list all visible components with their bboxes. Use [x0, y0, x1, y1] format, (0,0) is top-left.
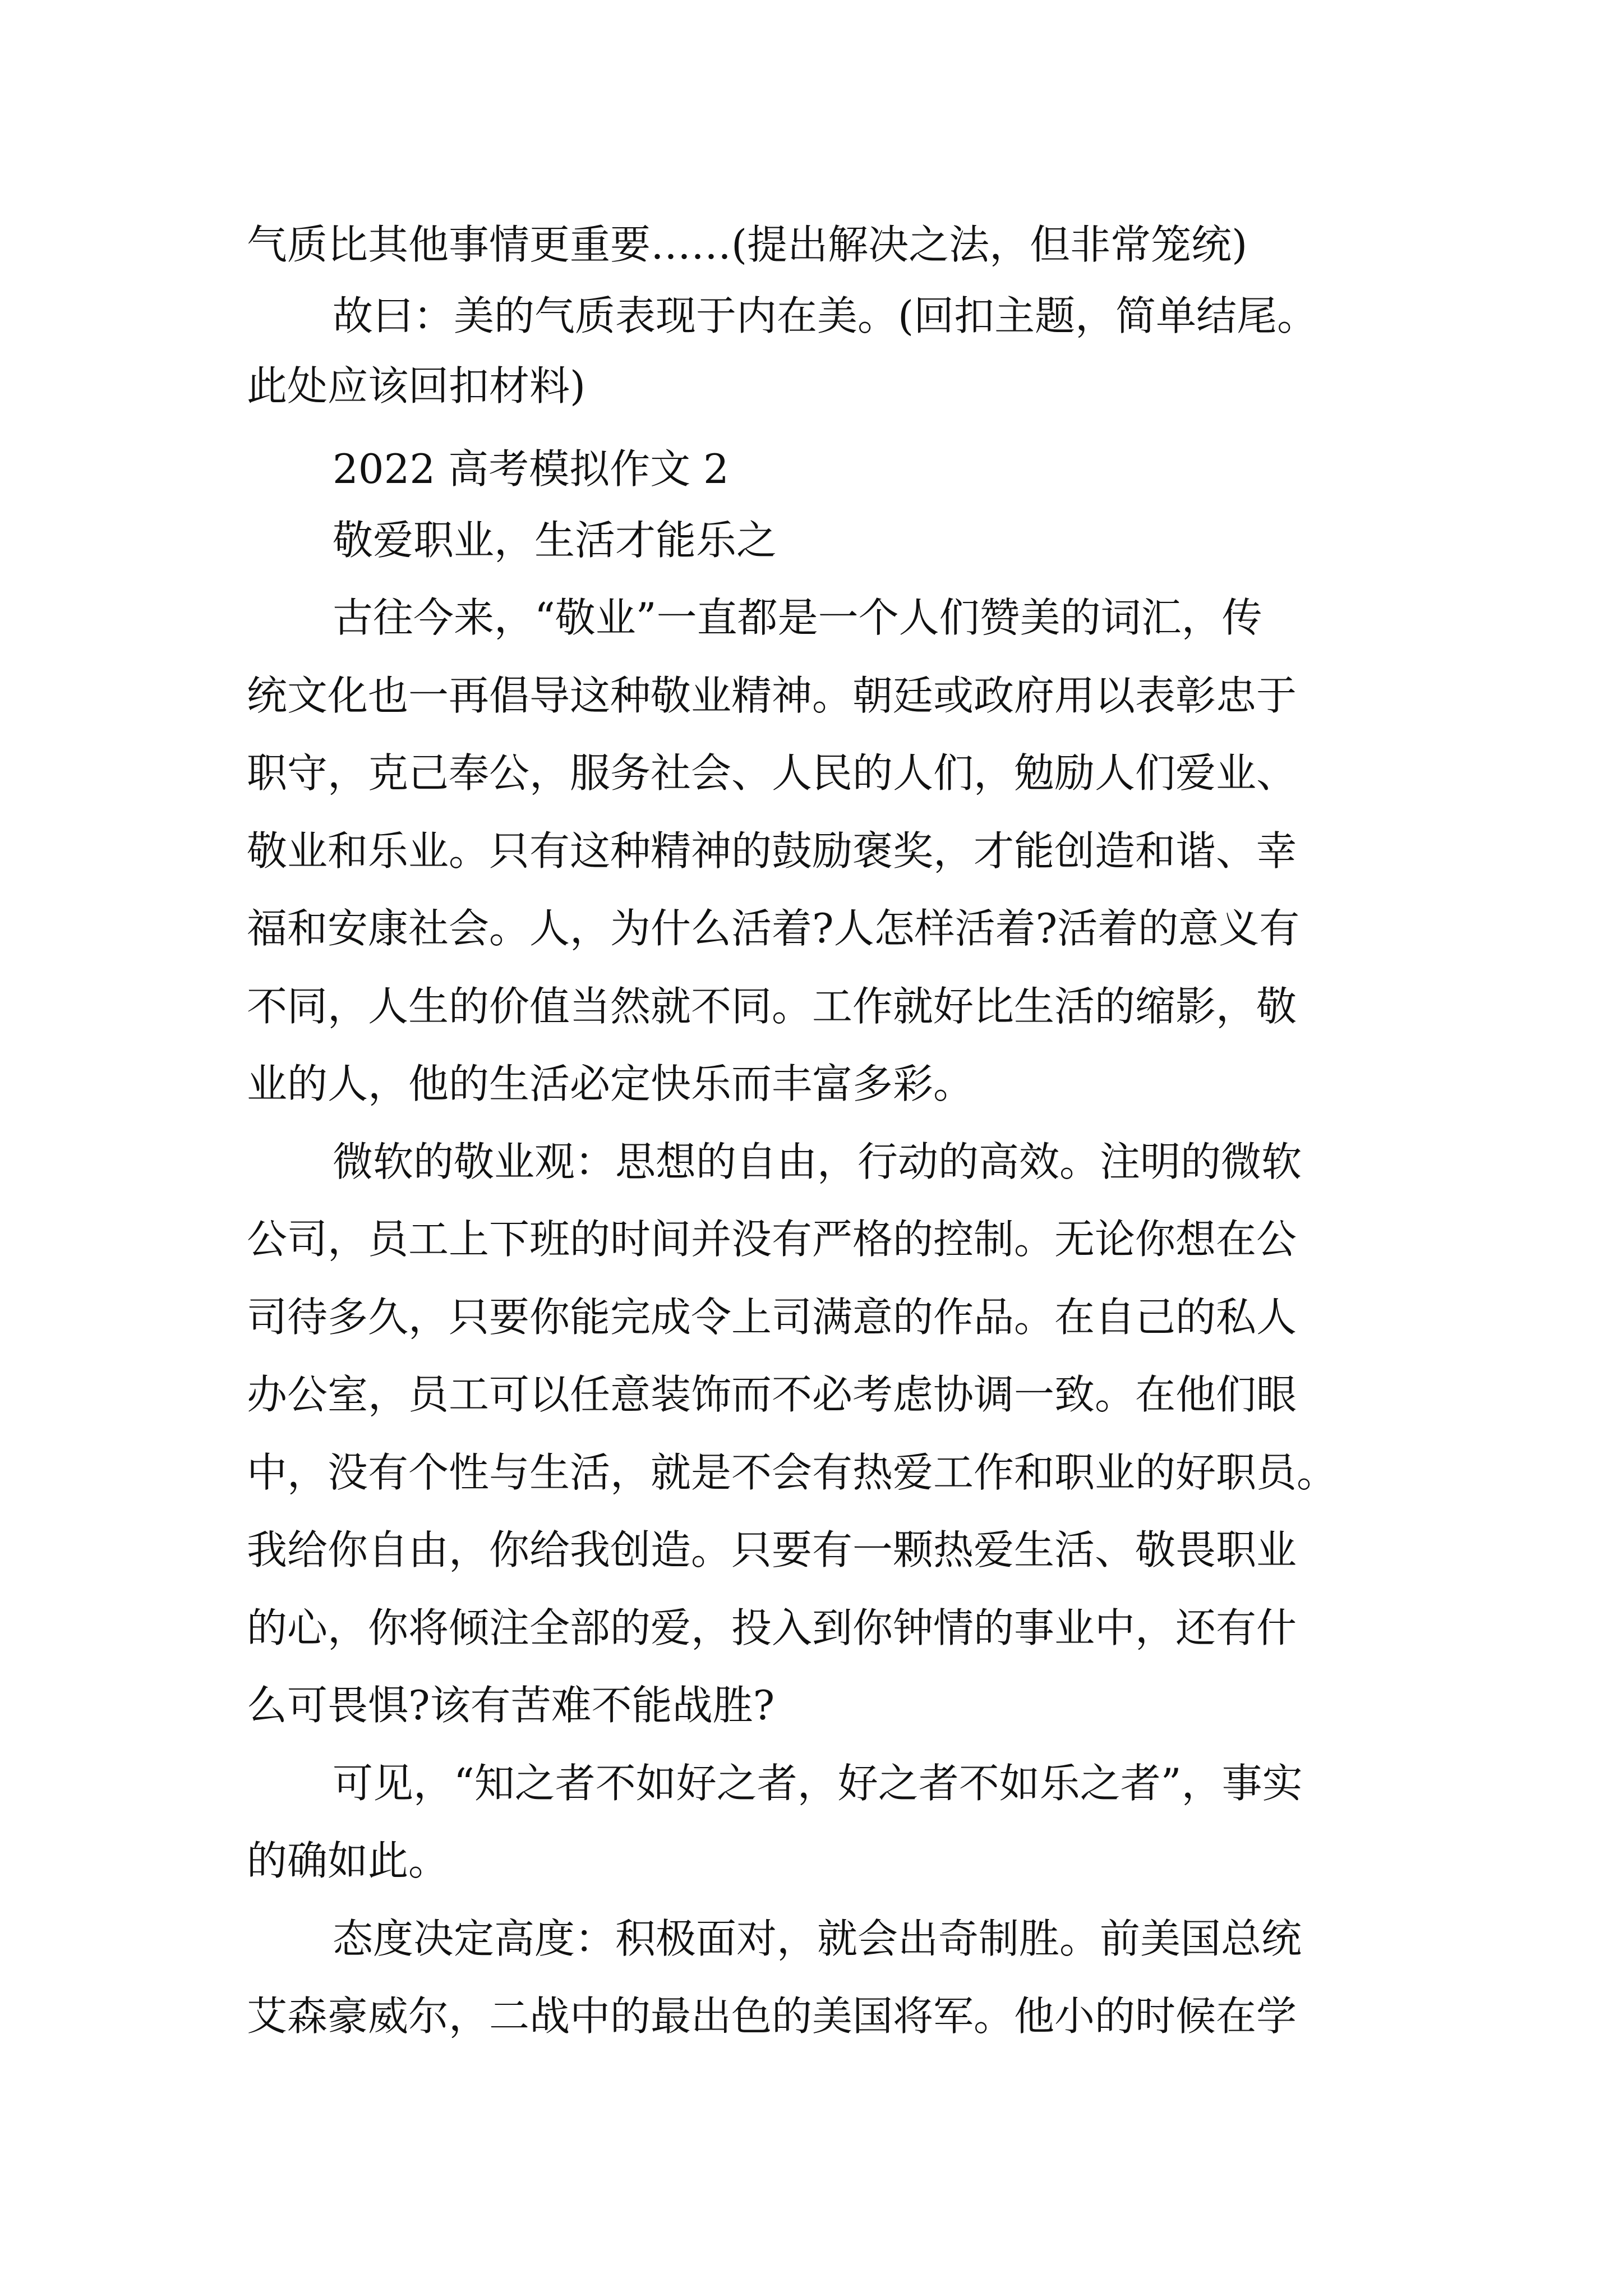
text-line: 不同，人生的价值当然就不同。工作就好比生活的缩影，敬 [247, 983, 1297, 1030]
text-line: 福和安康社会。人，为什么活着?人怎样活着?活着的意义有 [247, 905, 1300, 952]
essay-title: 敬爱职业，生活才能乐之 [333, 517, 777, 564]
text-line: 我给你自由，你给我创造。只要有一颗热爱生活、敬畏职业 [247, 1526, 1297, 1573]
essay-title-number: 2022 高考模拟作文 2 [333, 445, 729, 493]
text-line: 敬业和乐业。只有这种精神的鼓励褒奖，才能创造和谐、幸 [247, 827, 1297, 875]
text-line: 态度决定高度：积极面对，就会出奇制胜。前美国总统 [333, 1915, 1302, 1962]
text-line: 此处应该回扣材料) [247, 362, 586, 409]
text-line: 的心，你将倾注全部的爱，投入到你钟情的事业中，还有什 [247, 1604, 1297, 1651]
text-line: 微软的敬业观：思想的自由，行动的高效。注明的微软 [333, 1138, 1302, 1185]
text-line: 业的人，他的生活必定快乐而丰富多彩。 [247, 1060, 974, 1107]
text-line: 公司，员工上下班的时间并没有严格的控制。无论你想在公 [247, 1216, 1297, 1263]
text-line: 气质比其他事情更重要……(提出解决之法，但非常笼统) [247, 221, 1248, 268]
text-line: 可见，“知之者不如好之者，好之者不如乐之者”，事实 [333, 1760, 1303, 1807]
text-line: 司待多久，只要你能完成令上司满意的作品。在自己的私人 [247, 1294, 1297, 1341]
text-line: 办公室，员工可以任意装饰而不必考虑协调一致。在他们眼 [247, 1371, 1297, 1418]
text-line: 古往今来，“敬业”一直都是一个人们赞美的词汇，传 [333, 594, 1262, 641]
text-line: 统文化也一再倡导这种敬业精神。朝廷或政府用以表彰忠于 [247, 672, 1297, 719]
text-line: 职守，克己奉公，服务社会、人民的人们，勉励人们爱业、 [247, 749, 1297, 797]
text-line: 艾森豪威尔，二战中的最出色的美国将军。他小的时候在学 [247, 1993, 1297, 2040]
text-line: 么可畏惧?该有苦难不能战胜? [247, 1682, 775, 1729]
text-line: 中，没有个性与生活，就是不会有热爱工作和职业的好职员。 [247, 1449, 1338, 1496]
text-line: 故曰：美的气质表现于内在美。(回扣主题，简单结尾。 [333, 292, 1318, 339]
text-line: 的确如此。 [247, 1837, 449, 1884]
